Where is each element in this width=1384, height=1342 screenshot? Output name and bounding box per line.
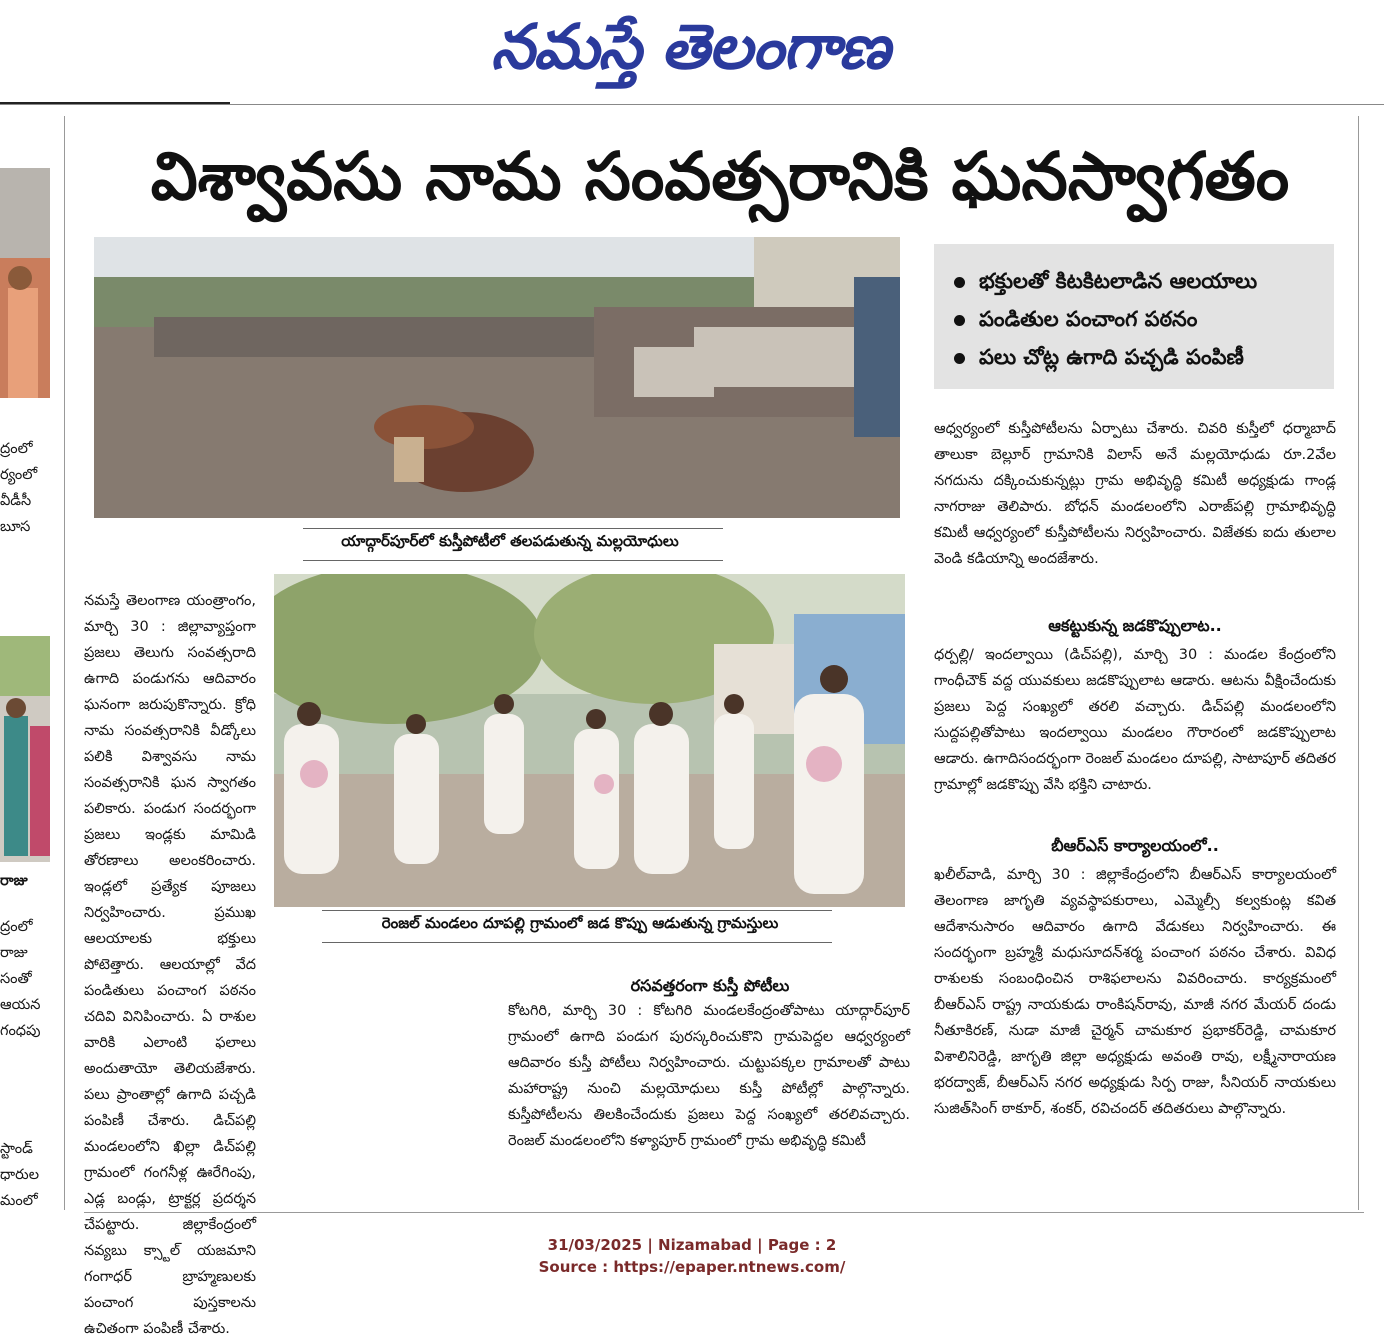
newspaper-logo: నమస్తే తెలంగాణ (490, 10, 890, 83)
right-column-para3: ఖలీల్‌వాడి, మార్చి 30 : జిల్లాకేంద్రంలోని బీఆర్‌ఎస్ కార్యాలయంలో తెలంగాణ జాగృతి వ్యవస్థాపకురాలు, ఎమ్మెల్సీ కల్వకుంట్ల కవిత ఆదేశానుసారం ఆదివారం ఉగాది వేడుకలు నిర్వహించారు. ఈ సందర్భంగా బ్రహ్మశ్రీ మధుసూదన్‌శర్మ పంచాంగ పఠనం చేశారు. వివిధ రాశులకు సంబంధించిన రాశిఫలాలను వివరించారు. కార్యక్రమంలో బీఆర్‌ఎస్ రాష్ట్ర నాయకుడు రాంకిషన్‌రావు, మాజీ నగర మేయర్ దండు నీతూకిరణ్, నుడా మాజీ చైర్మన్ చామకూర ప్రభాకర్‌రెడ్డి, చామకూర విశాలినిరెడ్డి, జాగృతి జిల్లా అధ్యక్షుడు అవంతి రావు, లక్ష్మీనారాయణ భరద్వాజ్, బీఆర్‌ఎస్ నగర అధ్యక్షుడు సిర్ప రాజు, సీనియర్ నాయకులు సుజిత్‌సింగ్ ఠాకూర్, శంకర్, రవిచందర్ తదితరులు పాల్గొన్నారు. (934, 867, 1336, 1117)
bullet-icon (954, 353, 965, 364)
edge-text-block-2: ద్రంలో రాజు సంతో ఆయన గంధపు (0, 919, 41, 1039)
highlight-item: పండితుల పంచాంగ పఠనం (954, 300, 1334, 338)
right-column-para2: ధర్పల్లి/ ఇందల్వాయి (డిచ్‌పల్లి), మార్చి 30 : మండల కేంద్రంలోని గాంధీచౌక్ వద్ద యువకులు జడకొప్పులాట ఆడారు. ఆటను వీక్షించేందుకు ప్రజలు పెద్ద సంఖ్యలో తరలి వచ్చారు. డిచ్‌పల్లి మండలంలోని సుద్దపల్లితోపాటు ఇందల్వాయి మండలం గౌరారంలో జడకొప్పులాట ఆడారు. ఉగాదిసందర్భంగా రెంజల్ మండలం దూపల్లి, సాటాపూర్ తదితర గ్రామాల్లో జడకొప్పు వేసి భక్తిని చాటారు. (934, 647, 1337, 793)
kusti-text: కోటగిరి, మార్చి 30 : కోటగిరి మండలకేంద్రంతోపాటు యాద్గార్‌పూర్ గ్రామంలో ఉగాది పండుగ పురస్కరించుకొని గ్రామపెద్దల ఆధ్వర్యంలో ఆదివారం కుస్తీ పోటీలు నిర్వహించారు. చుట్టుపక్కల గ్రామాలతో పాటు మహారాష్ట్ర నుంచి మల్లయోధులు కుస్తీ పోటీల్లో పాల్గొన్నారు. కుస్తీపోటీలను తిలకించేందుకు ప్రజలు పెద్ద సంఖ్యలో తరలివచ్చారు. రెంజల్ మండలంలోని కళ్యాపూర్ గ్రామంలో గ్రామ అభివృద్ధి కమిటీ (508, 1003, 910, 1149)
right-column-para1: ఆధ్వర్యంలో కుస్తీపోటీలను ఏర్పాటు చేశారు. చివరి కుస్తీలో ధర్మాబాద్ తాలుకా బెల్లూర్ గ్రామానికి విలాస్ అనే మల్లయోధుడు రూ.2వేల నగదును దక్కించుకున్నట్లు గ్రామ అభివృద్ధి కమిటీ అధ్యక్షుడు గాండ్ల నాగరాజు తెలిపారు. బోధన్ మండలంలోని ఎరాజ్‌పల్లి గ్రామాభివృద్ధి కమిటీ ఆధ్వర్యంలో కుస్తీపోటీలను నిర్వహించారు. విజేతకు ఐదు తులాల వెండి కడియాన్ని అందజేశారు. (934, 421, 1336, 567)
footer-date-edition: 31/03/2025 | Nizamabad | Page : 2 (547, 1236, 837, 1254)
edge-photo-top (0, 168, 50, 398)
edge-caption-fragment: రాజు (0, 873, 28, 889)
highlights-box (934, 244, 1334, 389)
masthead (0, 0, 1384, 100)
highlight-item: పలు చోట్ల ఉగాది పచ్చడి పంపిణీ (954, 338, 1334, 376)
edge-photo-bottom (0, 636, 50, 862)
dance-photo (274, 574, 905, 907)
dance-caption-rule-top (322, 910, 832, 911)
headline: విశ్వావసు నామ సంవత్సరానికి ఘనస్వాగతం (150, 137, 1290, 215)
footer-source: Source : https://epaper.ntnews.com/ (538, 1258, 846, 1276)
highlight-item: భక్తులతో కిటకిటలాడిన ఆలయాలు (954, 262, 1334, 300)
bullet-icon (954, 277, 965, 288)
bullet-icon (954, 315, 965, 326)
left-column-text: నమస్తే తెలంగాణ యంత్రాంగం, మార్చి 30 : జిల్లావ్యాప్తంగా ప్రజలు తెలుగు సంవత్సరాది ఉగాది పండుగను ఆదివారం ఘనంగా జరుపుకొన్నారు. క్రోధి నామ సంవత్సరానికి వీడ్కోలు పలికి విశ్వావసు నామ సంవత్సరానికి ఘన స్వాగతం పలికారు. పండుగ సందర్భంగా ప్రజలు ఇండ్లకు మామిడి తోరణాలు అలంకరించారు. ఇండ్లలో ప్రత్యేక పూజలు నిర్వహించారు. ప్రముఖ ఆలయాలకు భక్తులు పోటెత్తారు. ఆలయాల్లో వేద పండితులు పంచాంగ పఠనం చదివి వినిపించారు. ఏ రాశుల వారికి ఎలాంటి ఫలాలు అందుతాయో తెలియజేశారు. పలు ప్రాంతాల్లో ఉగాది పచ్చడి పంపిణీ చేశారు. డిచ్‌పల్లి మండలంలోని ఖిల్లా డిచ్‌పల్లి గ్రామంలో గంగనీళ్ల ఊరేగింపు, ఎడ్ల బండ్లు, ట్రాక్టర్ల ప్రదర్శన చేపట్టారు. జిల్లాకేంద్రంలో నవ్యబు క్స్టాల్ యజమాని గంగాధర్ బ్రాహ్మణులకు పంచాంగ పుస్తకాలను ఉచితంగా పంపిణీ చేశారు. (84, 593, 256, 1337)
edge-text-block-3: స్టాండ్ ధారుల మంలో (0, 1141, 39, 1209)
wrestling-photo (94, 237, 900, 518)
wrestling-caption: యాద్గార్‌పూర్‌లో కుస్తీపోటీలో తలపడుతున్న మల్లయోధులు (341, 532, 679, 550)
subhead-jadakoppu: ఆకట్టుకున్న జడకొప్పులాట.. (1048, 616, 1222, 635)
article-right-border (1358, 116, 1359, 1210)
subhead-brs: బీఆర్‌ఎస్ కార్యాలయంలో.. (1051, 836, 1219, 855)
subhead-kusti: రసవత్తరంగా కుస్తీ పోటీలు (630, 976, 790, 995)
wrestling-caption-rule-bottom (303, 560, 723, 561)
dance-caption-rule-bottom (322, 942, 832, 943)
dance-caption: రెంజల్ మండలం దూపల్లి గ్రామంలో జడ కొప్పు ఆడుతున్న గ్రామస్తులు (381, 914, 779, 932)
top-rule (0, 104, 1384, 105)
article-left-border (64, 116, 65, 1210)
wrestling-caption-rule-top (303, 528, 723, 529)
bottom-rule (84, 1212, 1364, 1213)
edge-text-block-1: ద్రంలో ర్యంలో వీడీసీ బూస (0, 441, 38, 535)
